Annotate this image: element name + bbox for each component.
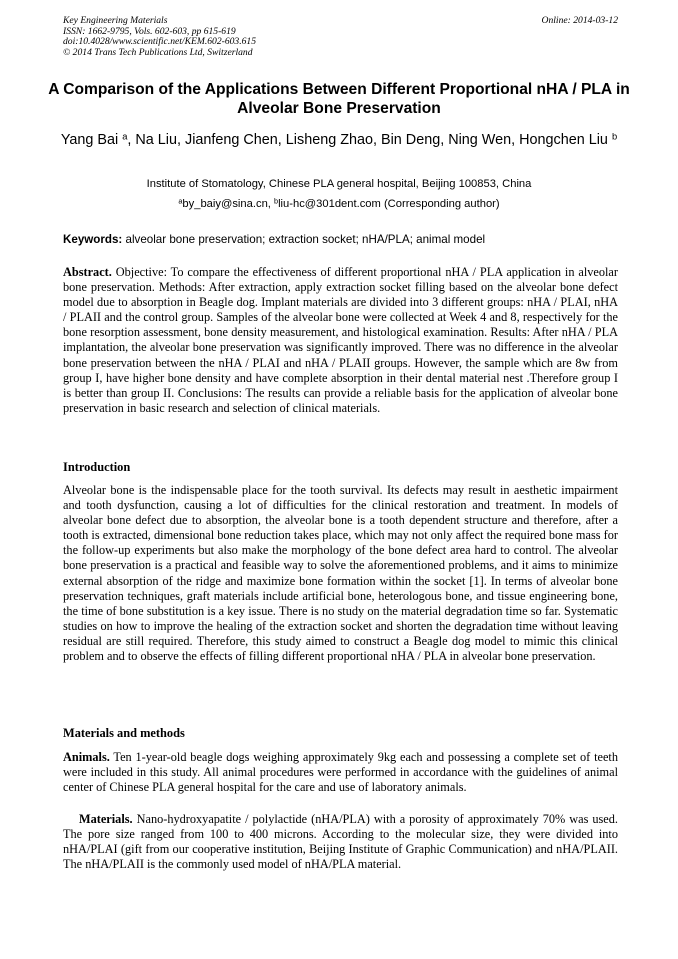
animals-label: Animals.: [63, 750, 110, 764]
email-a: by_baiy@sina.cn,: [182, 198, 275, 210]
keywords: [63, 233, 618, 247]
paper-title: A Comparison of the Applications Between Different Proportional nHA / PLA in Alveolar Bone Preservation: [48, 81, 630, 117]
affiliation: Institute of Stomatology, Chinese PLA general hospital, Beijing 100853, China: [146, 178, 532, 190]
materials-text: Nano-hydroxyapatite / polylactide (nHA/PLA) with a porosity of approximately 70% was used. The pore size ranged from 100 to 400 microns. According to the molecular size, they were divided into nHA/PLAI (gift from our cooperative institution, Beijing Institute of Graphic Communication) and nHA/PLAII. The nHA/PLAII is the commonly used model of nHA/PLA material.: [63, 812, 618, 872]
email-sup-b: b: [274, 196, 279, 206]
abstract-label: Abstract.: [63, 265, 112, 279]
copyright-line: © 2014 Trans Tech Publications Ltd, Switzerland: [63, 46, 253, 58]
animals-paragraph: [63, 750, 618, 795]
abstract-paragraph: [63, 265, 618, 416]
author-sup-a: a: [122, 131, 128, 142]
animals-text: Ten 1-year-old beagle dogs weighing approximately 9kg each and possessing a complete set of teeth were included in this study. All animal procedures were performed in accordance with the guidelines of animal center of Chinese PLA general hospital for the care and use of laboratory animals.: [63, 750, 618, 795]
materials-paragraph: [63, 812, 618, 872]
first-author: Yang Bai: [60, 132, 119, 148]
materials-label: Materials.: [79, 812, 133, 826]
introduction-heading: Introduction: [63, 460, 131, 474]
keywords-text: alveolar bone preservation; extraction socket; nHA/PLA; animal model: [122, 233, 486, 246]
other-authors: , Na Liu, Jianfeng Chen, Lisheng Zhao, Bin Deng, Ning Wen, Hongchen Liu: [127, 132, 608, 148]
introduction-paragraph: Alveolar bone is the indispensable place for the tooth survival. Its defects may result in aesthetic impairment and tooth dysfunction, causing a lot of difficulties for the clinical restoration and treatment. In models of alveolar bone defect due to absorption, the alveolar bone is a tooth dependent structure and therefore, after a tooth is extracted, dimensional bone reduction takes place, which may not only affect the required bone mass for the follow-up experiments but also make the morphology of the bone defect area hard to control. The alveolar bone preservation is a practical and feasible way to solve the aforementioned problems, and it aims to minimize external absorption of the ridge and maximize bone formation within the socket [1]. In terms of alveolar bone preservation techniques, graft materials include artificial bone, heterologous bone, and tissue engineering bone, the time of bone substitution is a key issue. There is no study on the material degradation time so far. Systematic studies on how to improve the healing of the extraction socket and shorten the degradation time without leaving residual are still required. Therefore, this study aimed to construct a Beagle dog model to mimic this clinical problem and to observe the effects of filling different proportional nHA / PLA in alveolar bone preservation.: [63, 483, 618, 664]
doi-line: doi:10.4028/www.scientific.net/KEM.602-603.615: [63, 36, 257, 48]
author-sup-b: b: [611, 131, 618, 142]
author-emails: [60, 197, 618, 211]
author-list: [60, 131, 618, 149]
journal-name: Key Engineering Materials: [63, 15, 168, 26]
methods-heading: Materials and methods: [63, 726, 185, 740]
abstract-text: Objective: To compare the effectiveness of different proportional nHA / PLA application in alveolar bone preservation. Methods: After extraction, apply extraction socket filling based on the alveolar bone defect model due to absorption in Beagle dog. Implant materials are divided into 3 different groups: nHA / PLAI, nHA / PLAII and the control group. Samples of the alveolar bone were collected at Week 4 and 8, respectively for the bone resorption assessment, bone density measurement, and histological examination. Results: After nHA / PLA implantation, the alveolar bone preservation was significantly improved. There was no difference in the alveolar bone preservation between the nHA / PLAI and nHA / PLAII groups. However, the sample which are 8w from group I, have higher bone density and have complete absorption in their dental material nest .Therefore group I is better than group II. Conclusions: The results can provide a reliable basis for the application of alveolar bone preservation in basic research and selection of clinical materials.: [63, 265, 618, 415]
email-sup-a: a: [178, 196, 183, 206]
running-header: [63, 16, 618, 58]
online-date: Online: 2014-03-12: [541, 15, 618, 26]
keywords-label: Keywords:: [63, 233, 123, 246]
email-b: liu-hc@301dent.com (Corresponding author): [278, 198, 500, 210]
issn-line: ISSN: 1662-9795, Vols. 602-603, pp 615-619: [63, 25, 236, 37]
